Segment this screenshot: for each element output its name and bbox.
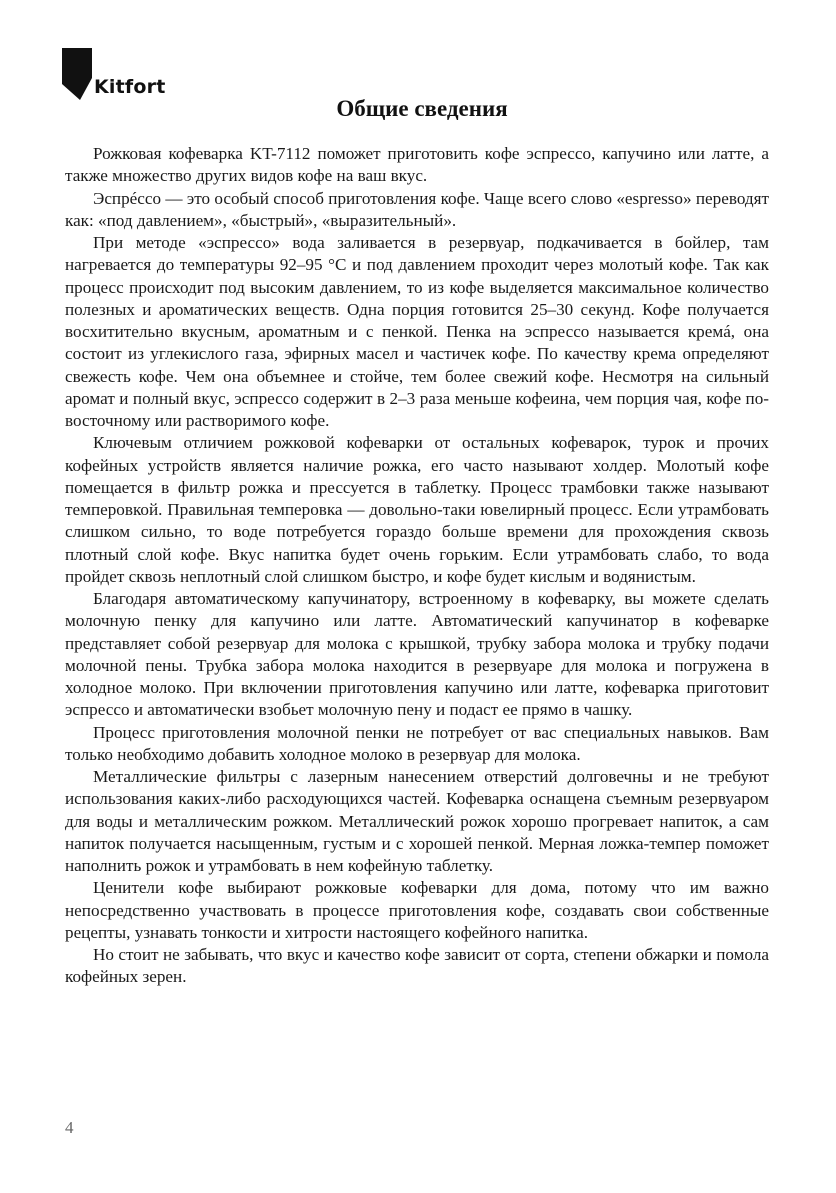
paragraph: При методе «эспрессо» вода заливается в резервуар, подкачивается в бойлер, там нагревается до температуры 92–95 °C и под давлением проходит через молотый кофе. Так как процесс происходит под высоким давлением, то из кофе выделяется максимальное количество полезных и ароматических веществ. Одна порция готовится 25–30 секунд. Кофе получается восхитительно вкусным, ароматным и с пенкой. Пенка на эспрессо называется кремá, она состоит из углекислого газа, эфирных масел и частичек кофе. По качеству крема определяют свежесть кофе. Чем она объемнее и стойче, тем более свежий кофе. Несмотря на сильный аромат и полный вкус, эспрессо содержит в 2–3 раза меньше кофеина, чем порция чая, кофе по-восточному или растворимого кофе.: [65, 233, 769, 430]
paragraph: Процесс приготовления молочной пенки не потребует от вас специальных навыков. Вам только необходимо добавить холодное молоко в резервуар для молока.: [65, 722, 769, 764]
paragraph: Рожковая кофеварка KT-7112 поможет приготовить кофе эспрессо, капучино или латте, а также множество других видов кофе на ваш вкус.: [65, 144, 769, 186]
page-number: 4: [65, 1118, 74, 1137]
paragraph: Металлические фильтры с лазерным нанесением отверстий долговечны и не требуют использования каких-либо расходующихся частей. Кофеварка оснащена съемным резервуаром для воды и металлическим рожком. Металлический рожок хорошо прогревает напиток, а сам напиток получается насыщенным, густым и с хорошей пенкой. Мерная ложка-темпер поможет наполнить рожок и утрамбовать в нем кофейную таблетку.: [65, 767, 769, 875]
paragraph: Ценители кофе выбирают рожковые кофеварки для дома, потому что им важно непосредственно участвовать в процессе приготовления кофе, создавать свои собственные рецепты, узнавать тонкости и хитрости настоящего кофейного напитка.: [65, 878, 769, 942]
paragraph: Но стоит не забывать, что вкус и качество кофе зависит от сорта, степени обжарки и помола кофейных зерен.: [65, 945, 769, 987]
brand-name: Kitfort: [94, 76, 166, 98]
paragraph: Благодаря автоматическому капучинатору, встроенному в кофеварку, вы можете сделать молочную пенку для капучино или латте. Автоматический капучинатор в кофеварке представляет собой резервуар для молока с крышкой, трубку забора молока и трубку подачи молочной пены. Трубка забора молока находится в резервуаре для молока и погружена в холодное молоко. При включении приготовления капучино или латте, кофеварка приготовит эспрессо и автоматически взобьет молочную пену и подаст ее прямо в чашку.: [65, 589, 769, 720]
page-title: Общие сведения: [336, 96, 508, 121]
document-body: [65, 143, 769, 989]
paragraph: Эспрéссо — это особый способ приготовления кофе. Чаще всего слово «espresso» переводят как: «под давлением», «быстрый», «выразительный».: [65, 188, 769, 230]
paragraph: Ключевым отличием рожковой кофеварки от остальных кофеварок, турок и прочих кофейных устройств является наличие рожка, его часто называют холдер. Молотый кофе помещается в фильтр рожка и прессуется в таблетку. Процесс трамбовки также называют темперовкой. Правильная темперовка — довольно-таки ювелирный процесс. Если утрамбовать слишком сильно, то воде потребуется гораздо больше времени для прохождения сквозь плотный слой кофе. Вкус напитка будет очень горьким. Если утрамбовать слабо, то вода пройдет сквозь неплотный слой слишком быстро, и кофе будет кислым и водянистым.: [65, 433, 769, 586]
kitfort-logo-icon: [62, 48, 92, 100]
